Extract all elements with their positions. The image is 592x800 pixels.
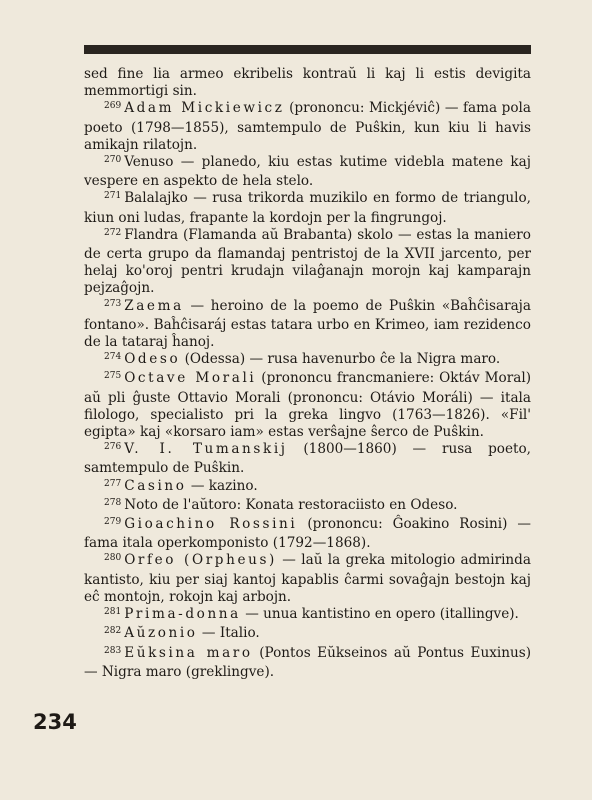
note-name: V. I. Tumanskij [124, 441, 288, 458]
footnotes-page [84, 66, 531, 681]
header-rule [84, 45, 531, 54]
note-number: 269 [104, 101, 122, 112]
note-name: Adam Mickiewicz [124, 100, 285, 117]
note-name: Gioachino Rossini [124, 516, 298, 533]
note-name: Casino [124, 477, 187, 494]
note-text: — unua kantistino en opero (itallingve). [240, 606, 519, 623]
note-text: — heroino de la poemo de Puŝkin «Baĥĉisaraja fontano». Baĥĉisaráj estas tatara urbo en Krimeo, iam rezidenco de la tataraj ĥanoj. [84, 297, 531, 351]
note-text: — laŭ la greka mitologio admirinda kantisto, kiu per siaj kantoj kapablis ĉarmi sovaĝajn bestojn kaj eĉ montojn, rokojn kaj arbojn. [84, 552, 531, 605]
note-number: 283 [104, 645, 122, 656]
note-271 [84, 190, 531, 226]
note-number: 276 [104, 442, 122, 453]
note-number: 273 [104, 298, 122, 309]
note-name: Eŭksina maro [124, 644, 253, 661]
note-text: Flandra (Flamanda aŭ Brabanta) skolo — estas la maniero de certa grupo da flamandaj pentristoj de la XVII jarcento, per helaj ko'oroj pentri krudajn vilaĝanajn morojn kaj kamparajn pejzaĝojn. [84, 226, 531, 297]
note-275 [84, 370, 531, 441]
note-text: — kazino. [186, 477, 258, 494]
note-name: Octave Morali [124, 370, 257, 387]
note-278 [84, 497, 531, 516]
note-number: 280 [104, 553, 122, 564]
note-name: Zaema [124, 297, 184, 314]
note-283 [84, 645, 531, 681]
note-282 [84, 625, 531, 644]
note-name: Odeso [124, 351, 181, 368]
note-text: Noto de l'aŭtoro: Konata restoraciisto en Odeso. [124, 496, 458, 513]
note-274 [84, 351, 531, 370]
note-name: Aŭzonio [124, 625, 198, 642]
note-270 [84, 154, 531, 190]
note-number: 278 [104, 497, 122, 508]
note-269 [84, 100, 531, 154]
note-number: 270 [104, 155, 122, 166]
note-text: Venuso — planedo, kiu estas kutime videbla matene kaj vespere en aspekto de hela stelo. [84, 154, 531, 190]
note-text: (prononcu francmaniere: Oktáv Moral) aŭ pli ĝuste Ottavio Morali (prononcu: Otávio Moráli) — itala filologo, specialisto pri la greka lingvo (1763—1826). «Fil' egipta» kaj «korsaro iam» estas verŝajne ŝerco de Puŝkin. [84, 370, 531, 441]
note-273 [84, 298, 531, 352]
note-text: (Odessa) — rusa havenurbo ĉe la Nigra maro. [180, 351, 501, 368]
note-text: — Italio. [197, 625, 260, 642]
note-280 [84, 552, 531, 606]
note-272 [84, 227, 531, 298]
note-number: 277 [104, 478, 122, 489]
page-number: 234 [33, 710, 77, 734]
note-281 [84, 606, 531, 625]
intro-paragraph: sed fine lia armeo ekribelis kontraŭ li kaj li estis devigita memmortigi sin. [84, 66, 531, 100]
note-text: (prononcu: Mickjéviĉ) — fama pola poeto (1798—1855), samtempulo de Puŝkin, kun kiu li havis amikajn rilatojn. [84, 100, 531, 153]
note-276 [84, 441, 531, 477]
note-name: Orfeo (Orpheus) [124, 552, 277, 569]
note-name: Prima-donna [124, 606, 241, 623]
note-text: (1800—1860) — rusa poeto, samtempulo de Puŝkin. [84, 441, 531, 477]
note-279 [84, 516, 531, 552]
note-number: 271 [104, 191, 122, 202]
note-text: Balalajko — rusa trikorda muzikilo en formo de triangulo, kiun oni ludas, frapante la kordojn per la fingrungoj. [84, 190, 531, 226]
note-number: 282 [104, 626, 122, 637]
note-number: 275 [104, 371, 122, 382]
note-number: 272 [104, 227, 122, 238]
note-text: (Pontos Eŭkseinos aŭ Pontus Euxinus) — Nigra maro (greklingve). [84, 644, 531, 680]
note-text: (prononcu: Ĝoakino Rosini) — fama itala operkomponisto (1792—1868). [84, 516, 531, 552]
note-number: 281 [104, 607, 122, 618]
note-number: 279 [104, 517, 122, 528]
note-277 [84, 478, 531, 497]
note-number: 274 [104, 352, 122, 363]
